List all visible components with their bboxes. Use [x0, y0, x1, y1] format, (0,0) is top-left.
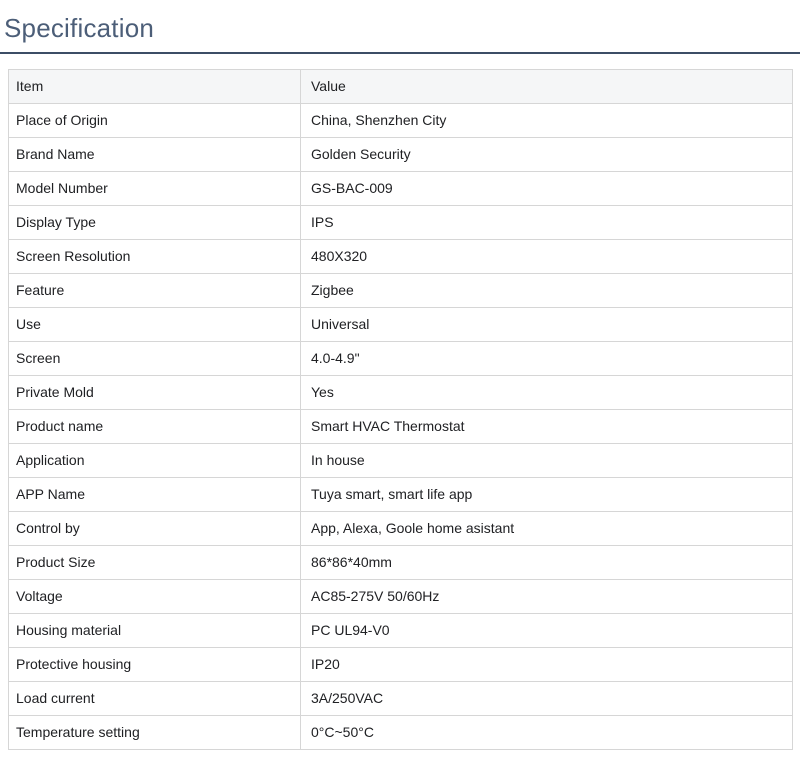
table-row	[9, 682, 793, 716]
spec-value-cell: Smart HVAC Thermostat	[301, 410, 793, 444]
spec-item-cell: Voltage	[9, 580, 301, 614]
spec-item-cell: Screen Resolution	[9, 240, 301, 274]
table-row	[9, 172, 793, 206]
table-row	[9, 376, 793, 410]
spec-value-cell: IP20	[301, 648, 793, 682]
spec-item-cell: Control by	[9, 512, 301, 546]
table-row	[9, 444, 793, 478]
column-header-item: Item	[9, 70, 301, 104]
table-row	[9, 274, 793, 308]
spec-item-cell: Display Type	[9, 206, 301, 240]
table-row	[9, 648, 793, 682]
spec-value-cell: In house	[301, 444, 793, 478]
spec-item-cell: Product name	[9, 410, 301, 444]
spec-item-cell: Brand Name	[9, 138, 301, 172]
specification-table	[8, 69, 793, 750]
spec-item-cell: Product Size	[9, 546, 301, 580]
spec-item-cell: Temperature setting	[9, 716, 301, 750]
spec-value-cell: 480X320	[301, 240, 793, 274]
table-header-row	[9, 70, 793, 104]
table-row	[9, 716, 793, 750]
spec-item-cell: Private Mold	[9, 376, 301, 410]
table-row	[9, 342, 793, 376]
spec-value-cell: Yes	[301, 376, 793, 410]
spec-value-cell: AC85-275V 50/60Hz	[301, 580, 793, 614]
spec-item-cell: Application	[9, 444, 301, 478]
spec-item-cell: Place of Origin	[9, 104, 301, 138]
spec-item-cell: APP Name	[9, 478, 301, 512]
spec-item-cell: Housing material	[9, 614, 301, 648]
table-row	[9, 138, 793, 172]
spec-value-cell: 4.0-4.9"	[301, 342, 793, 376]
table-row	[9, 512, 793, 546]
spec-value-cell: 86*86*40mm	[301, 546, 793, 580]
table-row	[9, 478, 793, 512]
spec-value-cell: Tuya smart, smart life app	[301, 478, 793, 512]
spec-value-cell: PC UL94-V0	[301, 614, 793, 648]
spec-value-cell: 3A/250VAC	[301, 682, 793, 716]
table-row	[9, 308, 793, 342]
spec-value-cell: China, Shenzhen City	[301, 104, 793, 138]
spec-value-cell: GS-BAC-009	[301, 172, 793, 206]
column-header-value: Value	[301, 70, 793, 104]
spec-value-cell: Universal	[301, 308, 793, 342]
spec-item-cell: Use	[9, 308, 301, 342]
spec-item-cell: Feature	[9, 274, 301, 308]
table-row	[9, 104, 793, 138]
spec-value-cell: IPS	[301, 206, 793, 240]
spec-item-cell: Screen	[9, 342, 301, 376]
table-row	[9, 410, 793, 444]
table-row	[9, 580, 793, 614]
spec-value-cell: Zigbee	[301, 274, 793, 308]
table-row	[9, 240, 793, 274]
spec-value-cell: App, Alexa, Goole home asistant	[301, 512, 793, 546]
spec-value-cell: Golden Security	[301, 138, 793, 172]
spec-item-cell: Model Number	[9, 172, 301, 206]
table-row	[9, 546, 793, 580]
table-row	[9, 614, 793, 648]
spec-item-cell: Load current	[9, 682, 301, 716]
table-row	[9, 206, 793, 240]
page-title: Specification	[0, 0, 800, 54]
spec-item-cell: Protective housing	[9, 648, 301, 682]
spec-value-cell: 0°C~50°C	[301, 716, 793, 750]
